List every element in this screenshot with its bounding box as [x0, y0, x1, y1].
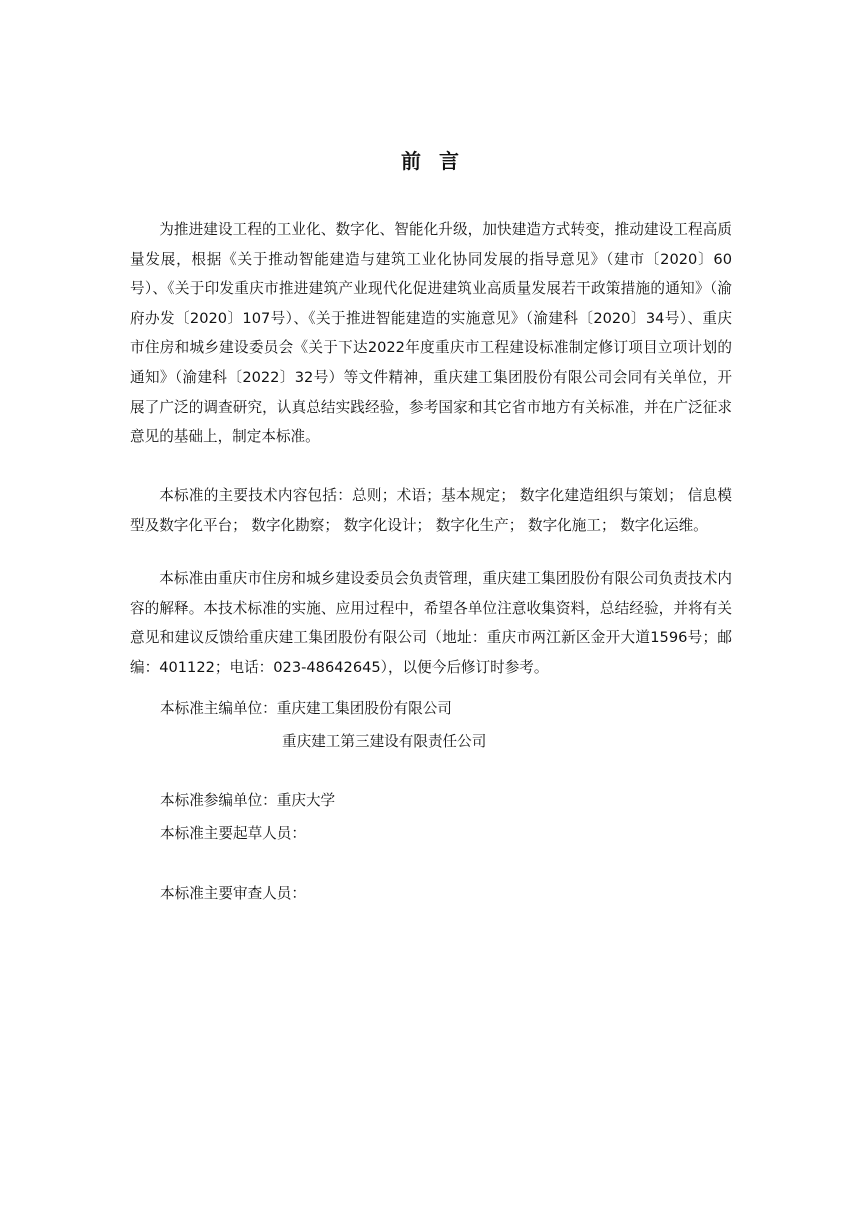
foreword-paragraph-2: 本标准的主要技术内容包括：总则；术语；基本规定； 数字化建造组织与策划； 信息模型及数字化平台； 数字化勘察； 数字化设计； 数字化生产； 数字化施工； 数字化运维。: [130, 487, 733, 534]
participating-unit: 本标准参编单位：重庆大学: [160, 792, 336, 809]
title-char-2: 言: [439, 149, 459, 173]
main-reviewers: 本标准主要审查人员：: [160, 885, 306, 902]
main-editor-unit: 本标准主编单位：重庆建工集团股份有限公司: [160, 700, 452, 717]
title-char-1: 前: [401, 149, 421, 173]
foreword-paragraph-1: 为推进建设工程的工业化、数字化、智能化升级，加快建造方式转变，推动建设工程高质量发展，根据《关于推动智能建造与建筑工业化协同发展的指导意见》（建市〔2020〕60号）、《关于印发重庆市推进建筑产业现代化促进建筑业高质量发展若干政策措施的通知》（渝府办发〔2020〕107号）、《关于推进智能建造的实施意见》（渝建科〔2020〕34号）、重庆市住房和城乡建设委员会《关于下达2022年度重庆市工程建设标准制定修订项目立项计划的通知》（渝建科〔2022〕32号）等文件精神，重庆建工集团股份有限公司会同有关单位，开展了广泛的调查研究，认真总结实践经验，参考国家和其它省市地方有关标准，并在广泛征求意见的基础上，制定本标准。: [130, 221, 732, 446]
page-title: [0, 145, 860, 174]
main-drafters: 本标准主要起草人员：: [160, 825, 306, 842]
main-editor-unit-second: 重庆建工第三建设有限责任公司: [282, 733, 487, 750]
foreword-paragraph-3: 本标准由重庆市住房和城乡建设委员会负责管理，重庆建工集团股份有限公司负责技术内容的解释。本技术标准的实施、应用过程中，希望各单位注意收集资料，总结经验，并将有关意见和建议反馈给重庆建工集团股份有限公司（地址：重庆市两江新区金开大道1596号；邮编：401122；电话：023-48642645），以便今后修订时参考。: [130, 570, 732, 676]
